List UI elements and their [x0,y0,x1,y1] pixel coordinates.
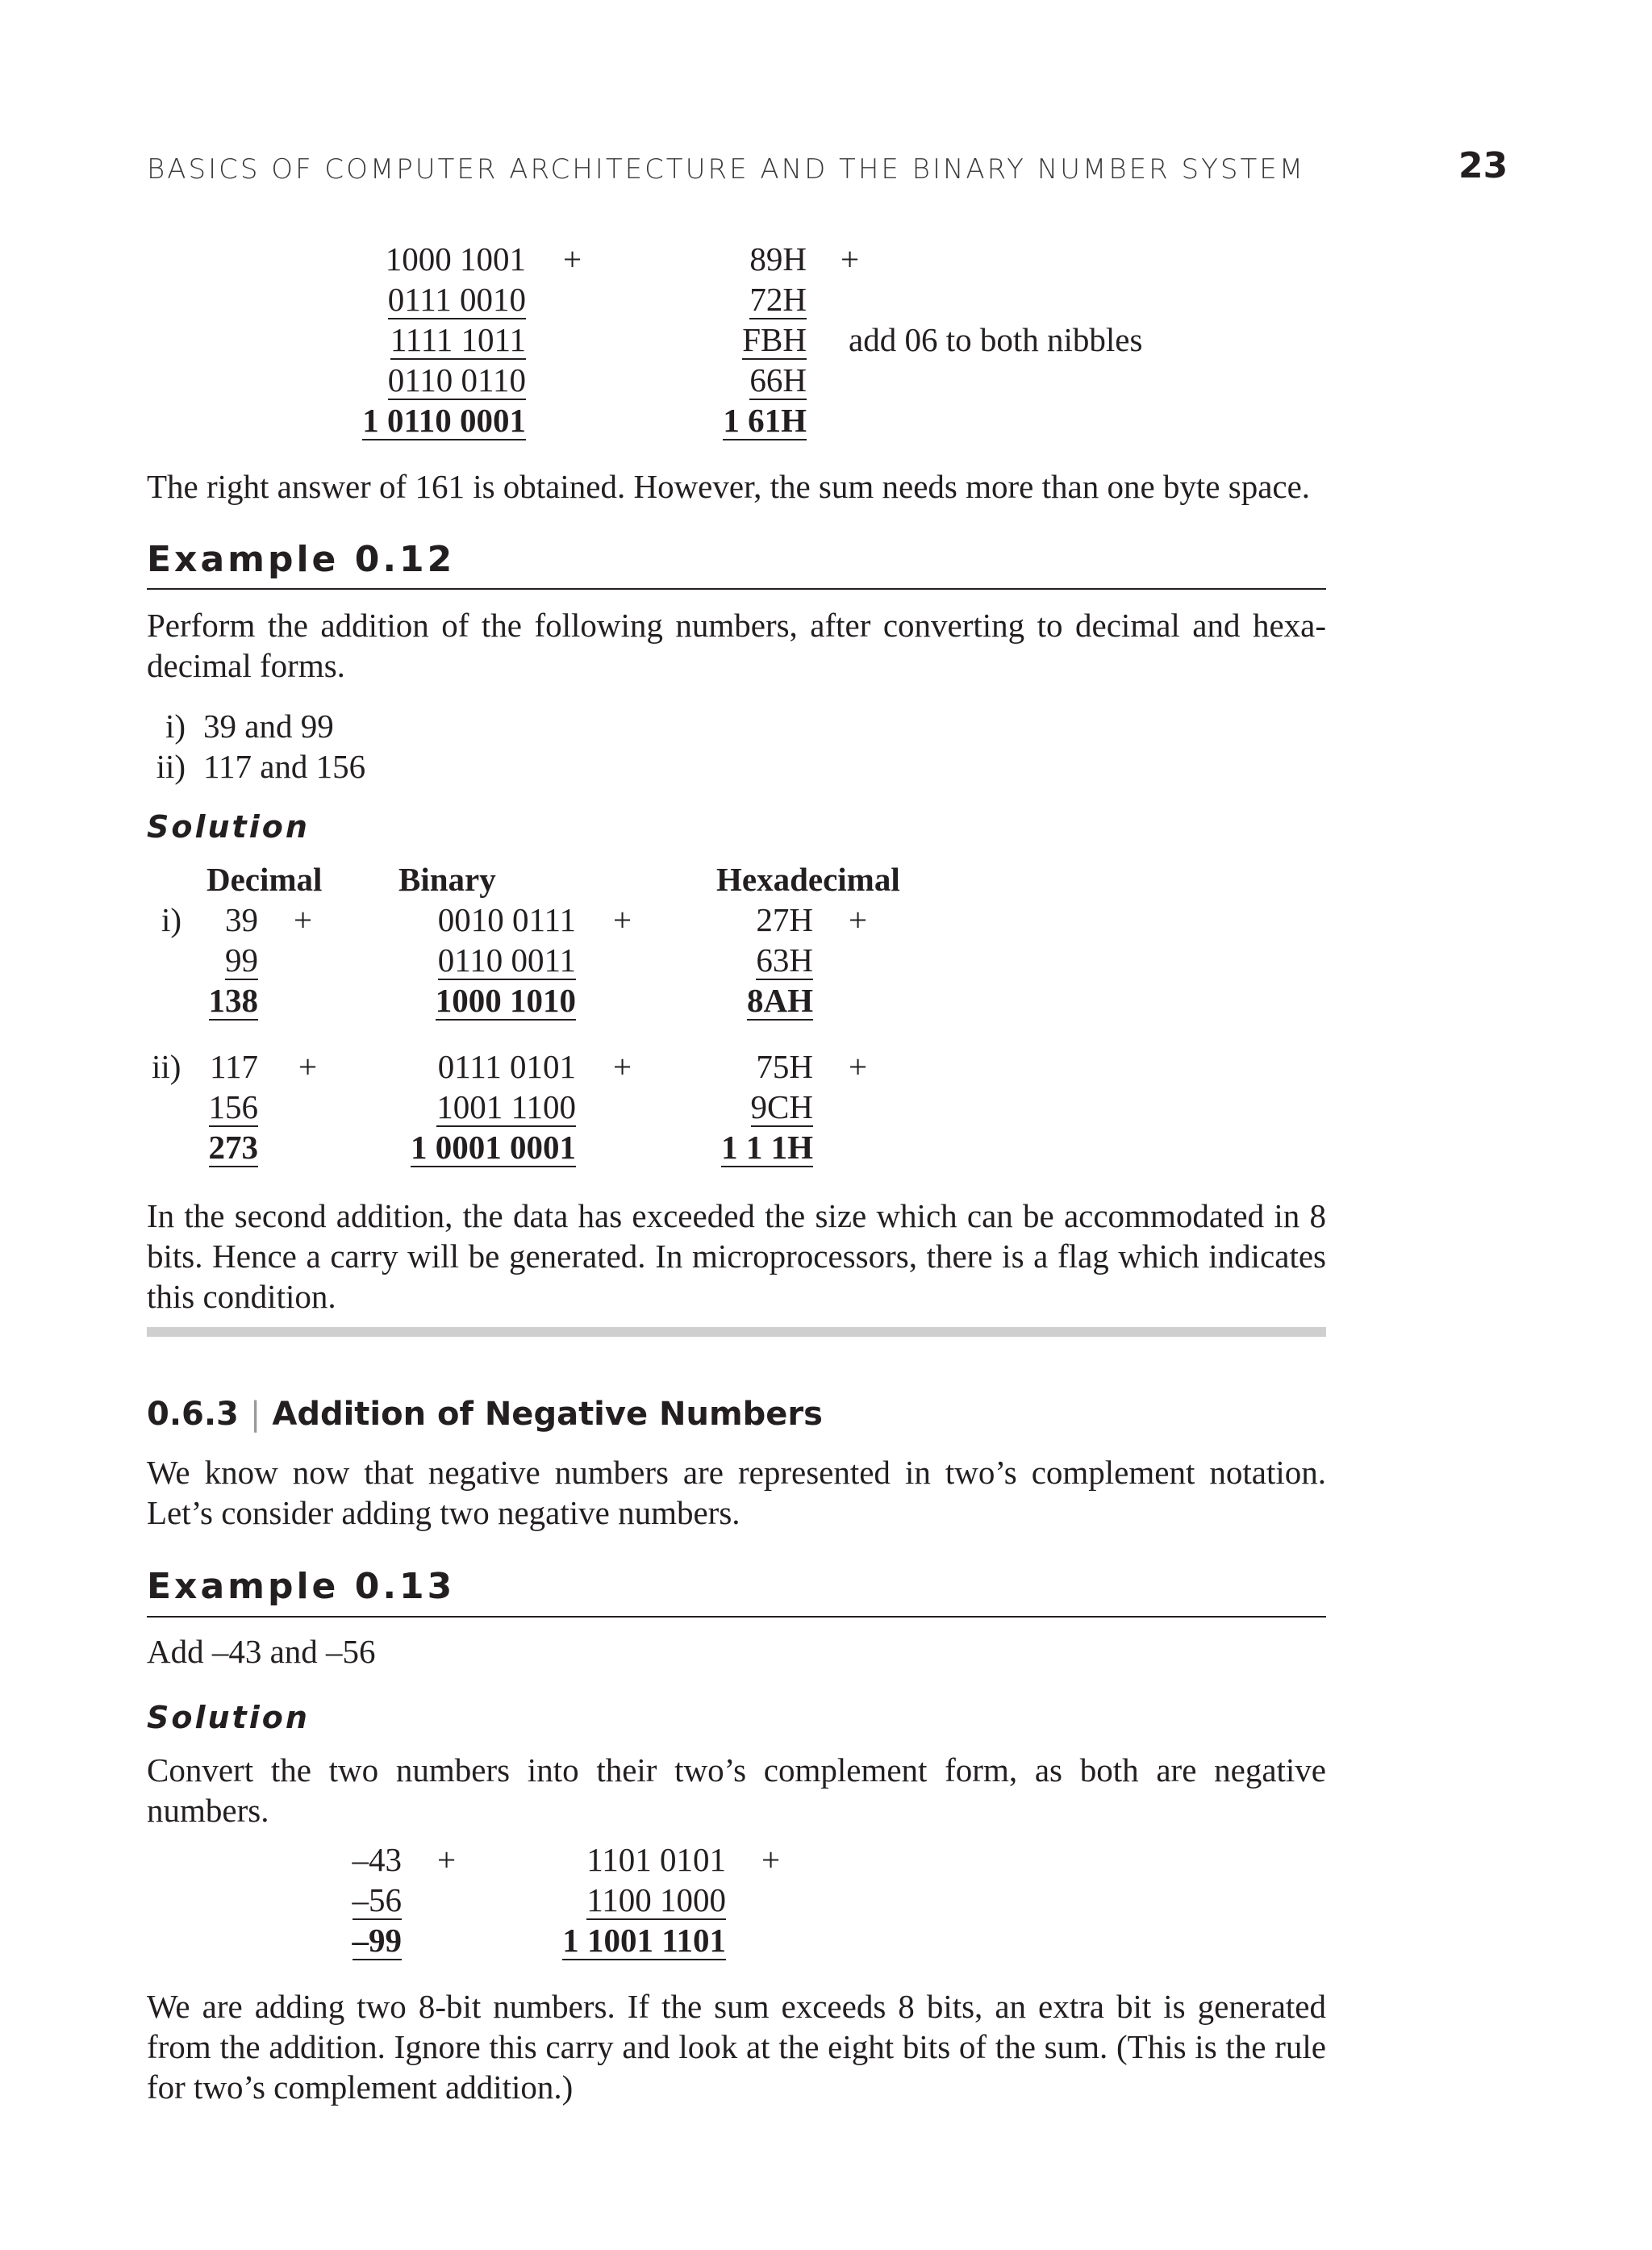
binary-value: 0111 0101 [437,1048,576,1085]
column-header-decimal: Decimal [206,861,323,898]
list-item-number: ii) [156,748,186,785]
bcd-note: add 06 to both nibbles [849,321,1143,358]
plus-sign: + [613,1048,632,1085]
list-item-text: 39 and 99 [203,708,334,745]
bcd-hex-row-3: FBH [742,321,807,358]
running-head: BASICS OF COMPUTER ARCHITECTURE AND THE BINARY NUMBER SYSTEM [147,153,1306,186]
decimal-value: 99 [225,941,258,979]
plus-sign: + [849,901,868,938]
paragraph-161: The right answer of 161 is obtained. However, the sum needs more than one byte space. [147,468,1311,505]
hex-value: 27H [756,901,813,938]
hex-value: 63H [756,941,813,979]
hex-sum: 1 1 1H [721,1129,813,1166]
binary-sum: 1000 1010 [435,982,576,1019]
plus-sign: + [437,1841,457,1878]
example-0-12-title: Example 0.12 [147,539,456,580]
example-0-13-conclusion: We are adding two 8-bit numbers. If the sum exceeds 8 bits, an extra bit is generated from the addition. Ignore this carry and look at the eight bits of the sum. (This is the rule for two’s complement addition.) [147,1988,1326,2106]
hex-value: 9CH [750,1088,813,1125]
decimal-value: –43 [352,1841,402,1878]
decimal-sum: –99 [352,1922,402,1959]
decimal-sum: 138 [208,982,258,1019]
plus-sign: + [613,901,632,938]
binary-sum: 1 0001 0001 [411,1129,576,1166]
section-intro: We know now that negative numbers are represented in two’s complement notation. Let’s consider adding two negative numbers. [147,1454,1326,1531]
binary-value: 1101 0101 [586,1841,726,1878]
list-item-number: i) [165,708,186,745]
decimal-value: 117 [210,1048,258,1085]
example-0-12-prompt: Perform the addition of the following numbers, after converting to decimal and hexa-decimal forms. [147,607,1326,684]
binary-sum: 1 1001 1101 [562,1922,726,1959]
column-header-hexadecimal: Hexadecimal [716,861,900,898]
plus-sign: + [761,1841,781,1878]
bcd-binary-row-3: 1111 1011 [390,321,526,358]
binary-value: 0010 0111 [437,901,576,938]
example-0-12-conclusion: In the second addition, the data has exceeded the size which can be accommodated in 8 bits. Hence a carry will be generated. In microprocessors, there is a flag which indicates this condition. [147,1197,1326,1315]
example-0-13-title: Example 0.13 [147,1566,456,1607]
bcd-binary-row-2: 0111 0010 [387,281,526,318]
example-rule [147,1616,1326,1618]
binary-value: 1001 1100 [436,1088,576,1125]
section-title: Addition of Negative Numbers [272,1396,823,1433]
hex-sum: 8AH [747,982,813,1019]
solution-label: Solution [147,1700,310,1735]
solution-label: Solution [147,809,310,845]
plus-sign: + [298,1048,318,1085]
plus-sign: + [841,240,860,278]
bcd-binary-row-1: 1000 1001 [385,240,526,278]
plus-sign: + [294,901,313,938]
plus-sign: + [563,240,582,278]
case-label: ii) [152,1048,181,1085]
bcd-hex-row-4: 66H [749,361,807,399]
plus-sign: + [849,1048,868,1085]
case-label: i) [161,901,182,938]
section-number: 0.6.3 [147,1396,239,1433]
list-item-text: 117 and 156 [203,748,366,785]
section-heading [147,1396,823,1433]
bcd-hex-row-1: 89H [749,240,807,278]
example-rule [147,588,1326,590]
decimal-sum: 273 [208,1129,258,1166]
bcd-hex-result: 1 61H [723,402,807,439]
page-number: 23 [1458,145,1508,186]
binary-value: 0110 0011 [437,941,576,979]
bcd-binary-row-4: 0110 0110 [387,361,526,399]
decimal-value: 39 [225,901,258,938]
binary-value: 1100 1000 [586,1881,726,1918]
section-separator: | [249,1396,261,1433]
bcd-hex-row-2: 72H [749,281,807,318]
example-0-13-prompt: Add –43 and –56 [147,1633,376,1670]
decimal-value: –56 [352,1881,402,1918]
example-end-rule [147,1327,1326,1337]
decimal-value: 156 [208,1088,258,1125]
example-0-13-solution-text: Convert the two numbers into their two’s complement form, as both are negative numbers. [147,1751,1326,1829]
hex-value: 75H [756,1048,813,1085]
column-header-binary: Binary [398,861,496,898]
bcd-binary-result: 1 0110 0001 [362,402,526,439]
